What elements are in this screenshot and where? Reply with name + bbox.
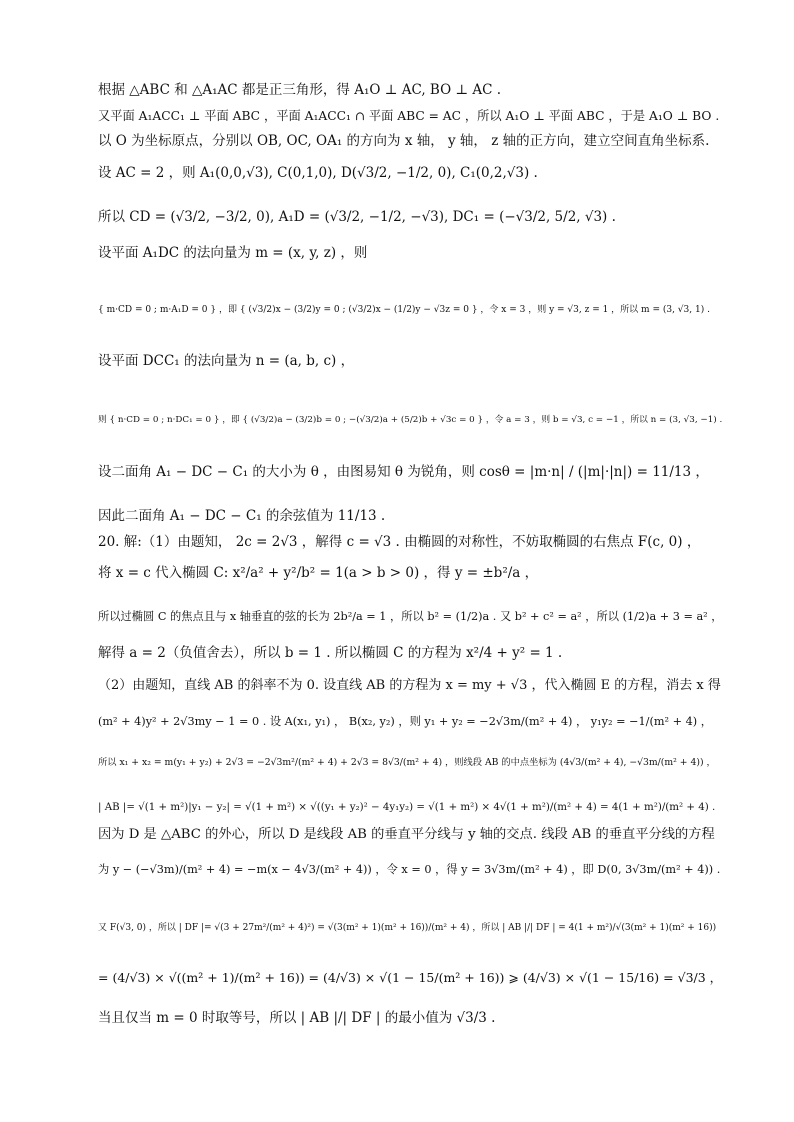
- text-line-7: { m·CD = 0 ; m·A₁D = 0 } ，即 { (√3/2)x − (3/2)y = 0 ; (√3/2)x − (1/2)y − √3z = 0 } ，令 x = 3 ，则 y = √3, z = 1 ，所以 m = (3, √3, 1) .: [98, 305, 710, 315]
- text-line-21: 为 y − (−√3m)/(m² + 4) = −m(x − 4√3/(m² + 4)) ，令 x = 0 ，得 y = 3√3m/(m² + 4) ，即 D(0, 3√3m/(m² + 4)) .: [98, 863, 721, 876]
- text-line-9: 则 { n·CD = 0 ; n·DC₁ = 0 } ，即 { (√3/2)a − (3/2)b = 0 ; −(√3/2)a + (5/2)b + √3c = 0 } ，令 a = 3 ，则 b = √3, c = −1 ，所以 n = (3, √3, −1) .: [98, 415, 723, 425]
- text-line-20: 因为 D 是 △ABC 的外心，所以 D 是线段 AB 的垂直平分线与 y 轴的交点. 线段 AB 的垂直平分线的方程: [98, 827, 715, 842]
- text-line-12: 20. 解:（1）由题知， 2c = 2√3 ，解得 c = √3 . 由椭圆的对称性，不妨取椭圆的右焦点 F(c, 0) ，: [98, 534, 701, 550]
- text-line-1: 根据 △ABC 和 △A₁AC 都是正三角形，得 A₁O ⊥ AC, BO ⊥ AC .: [98, 82, 502, 98]
- text-line-3: 以 O 为坐标原点，分别以 OB, OC, OA₁ 的方向为 x 轴， y 轴， z 轴的正方向，建立空间直角坐标系.: [98, 133, 710, 149]
- text-line-19: | AB |= √(1 + m²)|y₁ − y₂| = √(1 + m²) × √((y₁ + y₂)² − 4y₁y₂) = √(1 + m²) × 4√(1 + m²)/(m² + 4) = 4(1 + m²)/(m² + 4) .: [98, 801, 716, 813]
- text-line-13: 将 x = c 代入椭圆 C: x²/a² + y²/b² = 1(a > b > 0) ，得 y = ±b²/a ，: [98, 565, 539, 581]
- text-line-8: 设平面 DCC₁ 的法向量为 n = (a, b, c) ，: [98, 353, 355, 369]
- text-line-10: 设二面角 A₁ − DC − C₁ 的大小为 θ ，由图易知 θ 为锐角，则 cosθ = |m·n| / (|m|·|n|) = 11/13 ，: [98, 464, 709, 480]
- text-line-15: 解得 a = 2（负值舍去），所以 b = 1 . 所以椭圆 C 的方程为 x²/4 + y² = 1 .: [98, 645, 563, 661]
- text-line-17: (m² + 4)y² + 2√3my − 1 = 0 . 设 A(x₁, y₁) ， B(x₂, y₂) ，则 y₁ + y₂ = −2√3m/(m² + 4) ， y₁y₂ = −1/(m² + 4) ，: [98, 715, 712, 728]
- text-line-5: 所以 CD = (√3/2, −3/2, 0), A₁D = (√3/2, −1/2, −√3), DC₁ = (−√3/2, 5/2, √3) .: [98, 209, 616, 225]
- text-line-16: （2）由题知，直线 AB 的斜率不为 0. 设直线 AB 的方程为 x = my + √3 ，代入椭圆 E 的方程，消去 x 得: [98, 678, 721, 693]
- text-line-11: 因此二面角 A₁ − DC − C₁ 的余弦值为 11/13 .: [98, 508, 386, 524]
- text-line-24: 当且仅当 m = 0 时取等号，所以 | AB |/| DF | 的最小值为 √3/3 .: [98, 1010, 496, 1026]
- text-line-2: 又平面 A₁ACC₁ ⊥ 平面 ABC ，平面 A₁ACC₁ ∩ 平面 ABC = AC ，所以 A₁O ⊥ 平面 ABC ，于是 A₁O ⊥ BO .: [98, 109, 720, 123]
- text-line-4: 设 AC = 2 ，则 A₁(0,0,√3), C(0,1,0), D(√3/2, −1/2, 0), C₁(0,2,√3) .: [98, 165, 538, 181]
- text-line-22: 又 F(√3, 0) ，所以 | DF |= √(3 + 27m²/(m² + 4)²) = √(3(m² + 1)(m² + 16))/(m² + 4) ，所以 | AB |/| DF | = 4(1 + m²)/√(3(m² + 1)(m² + 16)): [98, 923, 717, 933]
- text-line-14: 所以过椭圆 C 的焦点且与 x 轴垂直的弦的长为 2b²/a = 1 ，所以 b² = (1/2)a . 又 b² + c² = a² ，所以 (1/2)a + 3 = a² ，: [98, 610, 723, 623]
- text-line-18: 所以 x₁ + x₂ = m(y₁ + y₂) + 2√3 = −2√3m²/(m² + 4) + 2√3 = 8√3/(m² + 4) ，则线段 AB 的中点坐标为 (4√3/(m² + 4), −√3m/(m² + 4)) ，: [98, 757, 716, 768]
- text-line-23: = (4/√3) × √((m² + 1)/(m² + 16)) = (4/√3) × √(1 − 15/(m² + 16)) ⩾ (4/√3) × √(1 − 15/16) = √3/3 ，: [98, 970, 723, 985]
- text-line-6: 设平面 A₁DC 的法向量为 m = (x, y, z) ，则: [98, 245, 368, 261]
